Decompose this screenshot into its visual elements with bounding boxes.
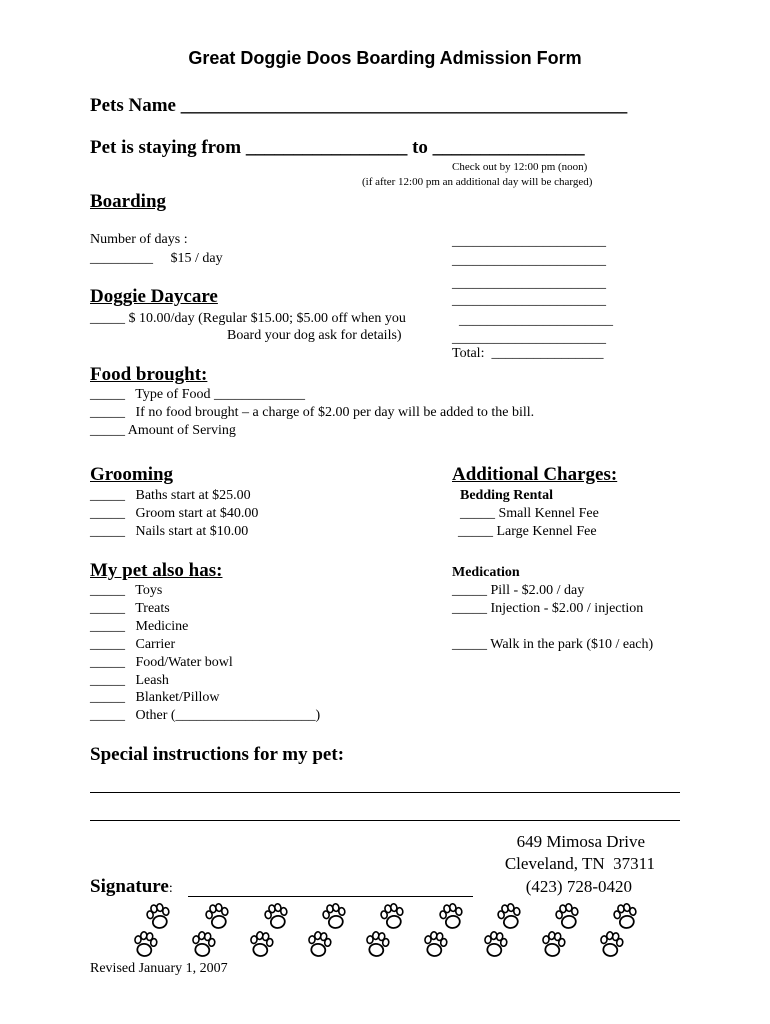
checkout-note: Check out by 12:00 pm (noon) (452, 161, 588, 173)
paw-print-icon (598, 930, 624, 957)
summary-line[interactable]: ______________________ (452, 253, 606, 268)
revised-date: Revised January 1, 2007 (90, 961, 228, 976)
instructions-line[interactable] (90, 820, 680, 821)
paw-print-icon (482, 930, 508, 957)
pet-has-heading: My pet also has: (90, 560, 223, 581)
total-field[interactable]: Total: ________________ (452, 346, 604, 361)
special-instructions-heading: Special instructions for my pet: (90, 744, 345, 765)
boarding-rate-field[interactable]: _________ $15 / day (90, 251, 223, 266)
signature-line[interactable] (188, 896, 473, 897)
food-item[interactable]: _____ If no food brought – a charge of $2.00 per day will be added to the bill. (90, 405, 535, 420)
address-city: Cleveland, TN 37311 (504, 854, 655, 873)
large-kennel-field[interactable]: _____ Large Kennel Fee (458, 524, 597, 539)
daycare-rate-note: Board your dog ask for details) (227, 328, 402, 343)
address-street: 649 Mimosa Drive (516, 832, 645, 851)
grooming-heading: Grooming (90, 464, 174, 485)
paw-print-icon (248, 930, 274, 957)
pet-has-item[interactable]: _____ Medicine (90, 619, 189, 634)
grooming-item[interactable]: _____ Baths start at $25.00 (90, 488, 251, 503)
pet-has-item[interactable]: _____ Other (____________________) (90, 708, 321, 723)
paw-print-icon (306, 930, 332, 957)
instructions-line[interactable] (90, 792, 680, 793)
signature-colon: : (168, 881, 173, 896)
address-phone: (423) 728-0420 (525, 877, 632, 896)
pets-name-field[interactable]: Pets Name _______________________________________________ (90, 95, 628, 116)
daycare-heading: Doggie Daycare (90, 286, 218, 307)
paw-print-icon (263, 902, 289, 930)
summary-line[interactable]: ______________________ (459, 313, 613, 328)
summary-line[interactable]: ______________________ (452, 234, 606, 249)
pet-has-item[interactable]: _____ Food/Water bowl (90, 655, 233, 670)
small-kennel-field[interactable]: _____ Small Kennel Fee (460, 506, 599, 521)
paw-print-icon (496, 902, 522, 930)
pill-field[interactable]: _____ Pill - $2.00 / day (452, 583, 585, 598)
paw-print-icon (364, 930, 390, 957)
paw-print-icon (379, 902, 405, 930)
paw-print-icon (132, 930, 158, 957)
food-item[interactable]: _____ Type of Food _____________ (90, 387, 305, 402)
stay-dates-field[interactable]: Pet is staying from _________________ to ________________ (90, 137, 585, 158)
food-heading: Food brought: (90, 364, 208, 385)
pet-has-item[interactable]: _____ Leash (90, 673, 169, 688)
food-item[interactable]: _____ Amount of Serving (90, 423, 236, 438)
form-title: Great Doggie Doos Boarding Admission Form (188, 48, 582, 68)
medication-label: Medication (452, 565, 520, 580)
pet-has-item[interactable]: _____ Carrier (90, 637, 176, 652)
number-of-days-label: Number of days : (90, 232, 188, 247)
summary-line[interactable]: ______________________ (452, 331, 606, 346)
paw-print-icon (438, 902, 464, 930)
grooming-item[interactable]: _____ Nails start at $10.00 (90, 524, 249, 539)
paw-print-icon (540, 930, 566, 957)
pet-has-item[interactable]: _____ Blanket/Pillow (90, 690, 220, 705)
grooming-item[interactable]: _____ Groom start at $40.00 (90, 506, 259, 521)
signature-label (90, 876, 173, 898)
paw-print-icon (204, 902, 230, 930)
paw-print-icon (145, 902, 171, 930)
additional-charges-heading: Additional Charges: (452, 464, 618, 485)
paw-print-icon (190, 930, 216, 957)
paw-print-icon (554, 902, 580, 930)
walk-field[interactable]: _____ Walk in the park ($10 / each) (452, 637, 654, 652)
daycare-rate-line[interactable]: _____ $ 10.00/day (Regular $15.00; $5.00 off when you (90, 311, 406, 326)
late-checkout-note: (if after 12:00 pm an additional day will be charged) (362, 176, 593, 188)
paw-print-icon (612, 902, 638, 930)
boarding-heading: Boarding (90, 191, 167, 212)
pet-has-item[interactable]: _____ Treats (90, 601, 170, 616)
bedding-rental-label: Bedding Rental (460, 488, 553, 503)
summary-line[interactable]: ______________________ (452, 293, 606, 308)
paw-print-icon (422, 930, 448, 957)
signature-label-text: Signature (90, 876, 169, 897)
paw-print-icon (321, 902, 347, 930)
pet-has-item[interactable]: _____ Toys (90, 583, 163, 598)
injection-field[interactable]: _____ Injection - $2.00 / injection (452, 601, 644, 616)
summary-line[interactable]: ______________________ (452, 276, 606, 291)
paw-prints-decoration (125, 902, 655, 966)
